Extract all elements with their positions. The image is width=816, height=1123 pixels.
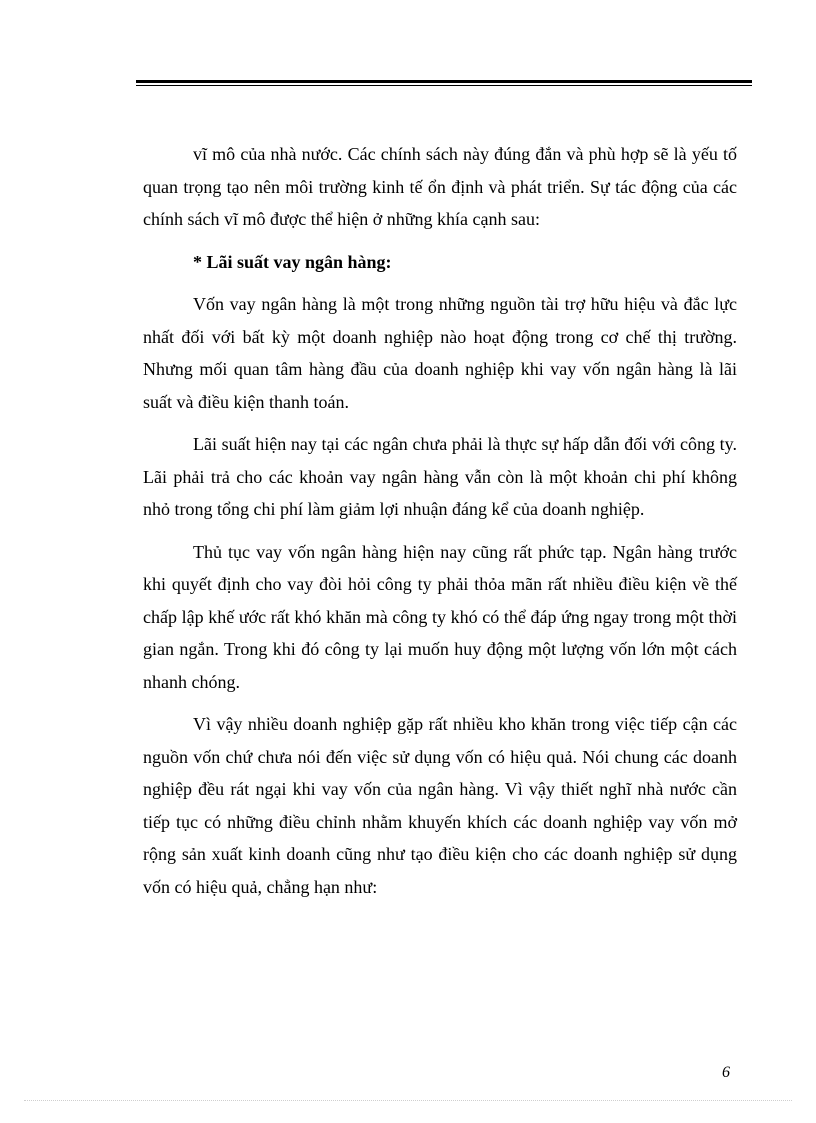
header-double-rule xyxy=(136,80,752,86)
page-number: 6 xyxy=(722,1064,730,1081)
paragraph-loan-procedures: Thủ tục vay vốn ngân hàng hiện nay cũng rất phức tạp. Ngân hàng trước khi quyết định cho vay đòi hỏi công ty phải thỏa mãn rất nhiều điều kiện về thế chấp lập khế ước rất khó khăn mà công ty khó có thể đáp ứng ngay trong một thời gian ngắn. Trong khi đó công ty lại muốn huy động một lượng vốn lớn một cách nhanh chóng. xyxy=(143,541,737,692)
paragraph-conclusion: Vì vậy nhiều doanh nghiệp gặp rất nhiều kho khăn trong việc tiếp cận các nguồn vốn chứ chưa nói đến việc sử dụng vốn có hiệu quả. Nói chung các doanh nghiệp đều rát ngại khi vay vốn của ngân hàng. Vì vậy thiết nghĩ nhà nước cần tiếp tục có những điều chỉnh nhằm khuyến khích các doanh nghiệp vay vốn mở rộng sản xuất kinh doanh cũng như tạo điều kiện cho các doanh nghiệp sử dụng vốn có hiệu quả, chẳng hạn như: xyxy=(143,714,737,897)
paragraph-continuation: vĩ mô của nhà nước. Các chính sách này đúng đắn và phù hợp sẽ là yếu tố quan trọng tạo nên môi trường kinh tế ổn định và phát triển. Sự tác động của các chính sách vĩ mô được thể hiện ở những khía cạnh sau: xyxy=(143,144,737,229)
section-heading: * Lãi suất vay ngân hàng: xyxy=(193,251,392,272)
header-rule-thin xyxy=(136,85,752,86)
paragraph-bank-loans: Vốn vay ngân hàng là một trong những nguồn tài trợ hữu hiệu và đắc lực nhất đối với bất kỳ một doanh nghiệp nào hoạt động trong cơ chế thị trường. Nhưng mối quan tâm hàng đầu của doanh nghiệp khi vay vốn ngân hàng là lãi suất và điều kiện thanh toán. xyxy=(143,294,737,412)
footer-dotted-rule xyxy=(24,1100,792,1101)
body-text xyxy=(143,138,737,913)
paragraph-interest-rates: Lãi suất hiện nay tại các ngân chưa phải là thực sự hấp dẫn đối với công ty. Lãi phải trả cho các khoản vay ngân hàng vẫn còn là một khoản chi phí không nhỏ trong tổng chi phí làm giảm lợi nhuận đáng kể của doanh nghiệp. xyxy=(143,434,737,519)
header-rule-thick xyxy=(136,80,752,83)
